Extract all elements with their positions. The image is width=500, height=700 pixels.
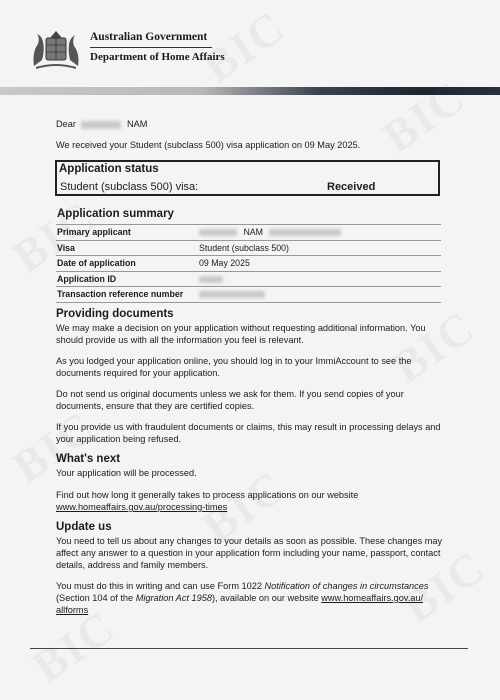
table-row: Transaction reference number: [56, 287, 441, 303]
coat-of-arms-icon: [28, 26, 84, 70]
whats-next-paragraph: Your application will be processed.: [56, 468, 197, 478]
table-row: Visa Student (subclass 500): [56, 241, 441, 257]
watermark: [3, 400, 105, 494]
redacted-name: [81, 121, 121, 129]
processing-times-link[interactable]: www.homeaffairs.gov.au/processing-times: [56, 502, 228, 512]
application-status-box: [55, 160, 440, 196]
providing-paragraph: Do not send us original documents unless we ask for them. If you send copies of your documents, ensure that they are certified copies.: [56, 389, 404, 411]
redacted-value: [199, 276, 223, 283]
update-heading: Update us: [56, 521, 112, 533]
update-paragraph: You need to tell us about any changes to your details as soon as possible. These changes may affect any answer to a question in your application form including your name, passport, contact details, address and family members.: [56, 536, 443, 570]
allforms-link-continued[interactable]: allforms: [56, 605, 89, 615]
watermark: [383, 300, 485, 394]
header-band: [0, 87, 500, 95]
providing-paragraph: If you provide us with fraudulent documents or claims, this may result in processing delays and your application being refused.: [56, 422, 441, 444]
allforms-link[interactable]: www.homeaffairs.gov.au/: [321, 593, 424, 603]
government-title: Australian Government: [90, 31, 208, 43]
summary-heading: Application summary: [57, 208, 174, 220]
redacted-value: [199, 229, 237, 236]
status-label: Student (subclass 500) visa:: [60, 181, 199, 193]
status-heading: Application status: [59, 163, 159, 175]
providing-heading: Providing documents: [56, 308, 174, 320]
summary-table: [56, 224, 441, 303]
table-row: Date of application 09 May 2025: [56, 256, 441, 272]
whats-next-paragraph: Find out how long it generally takes to process applications on our website: [56, 490, 359, 500]
whats-next-heading: What's next: [56, 453, 121, 465]
providing-paragraph: As you lodged your application online, you should log in to your ImmiAccount to see the documents required for your application.: [56, 356, 412, 378]
update-paragraph: You must do this in writing and can use Form 1022 Notification of changes in circumstances (Section 104 of the Migration Act 1958), available on our website www.homeaffairs.gov.au/ allforms: [56, 581, 429, 615]
footer-divider: [30, 648, 468, 649]
header-divider: [90, 47, 212, 48]
table-row: Application ID: [56, 272, 441, 288]
intro-text: We received your Student (subclass 500) visa application on 09 May 2025.: [56, 140, 361, 150]
salutation: Dear NAM: [56, 119, 148, 129]
providing-paragraph: We may make a decision on your application without requesting additional information. You should provide us with all the information you feel is relevant.: [56, 323, 426, 345]
redacted-value: [199, 291, 265, 298]
status-value: Received: [327, 181, 376, 193]
department-title: Department of Home Affairs: [90, 51, 225, 63]
table-row: Primary applicant NAM: [56, 225, 441, 241]
redacted-value: [269, 229, 341, 236]
